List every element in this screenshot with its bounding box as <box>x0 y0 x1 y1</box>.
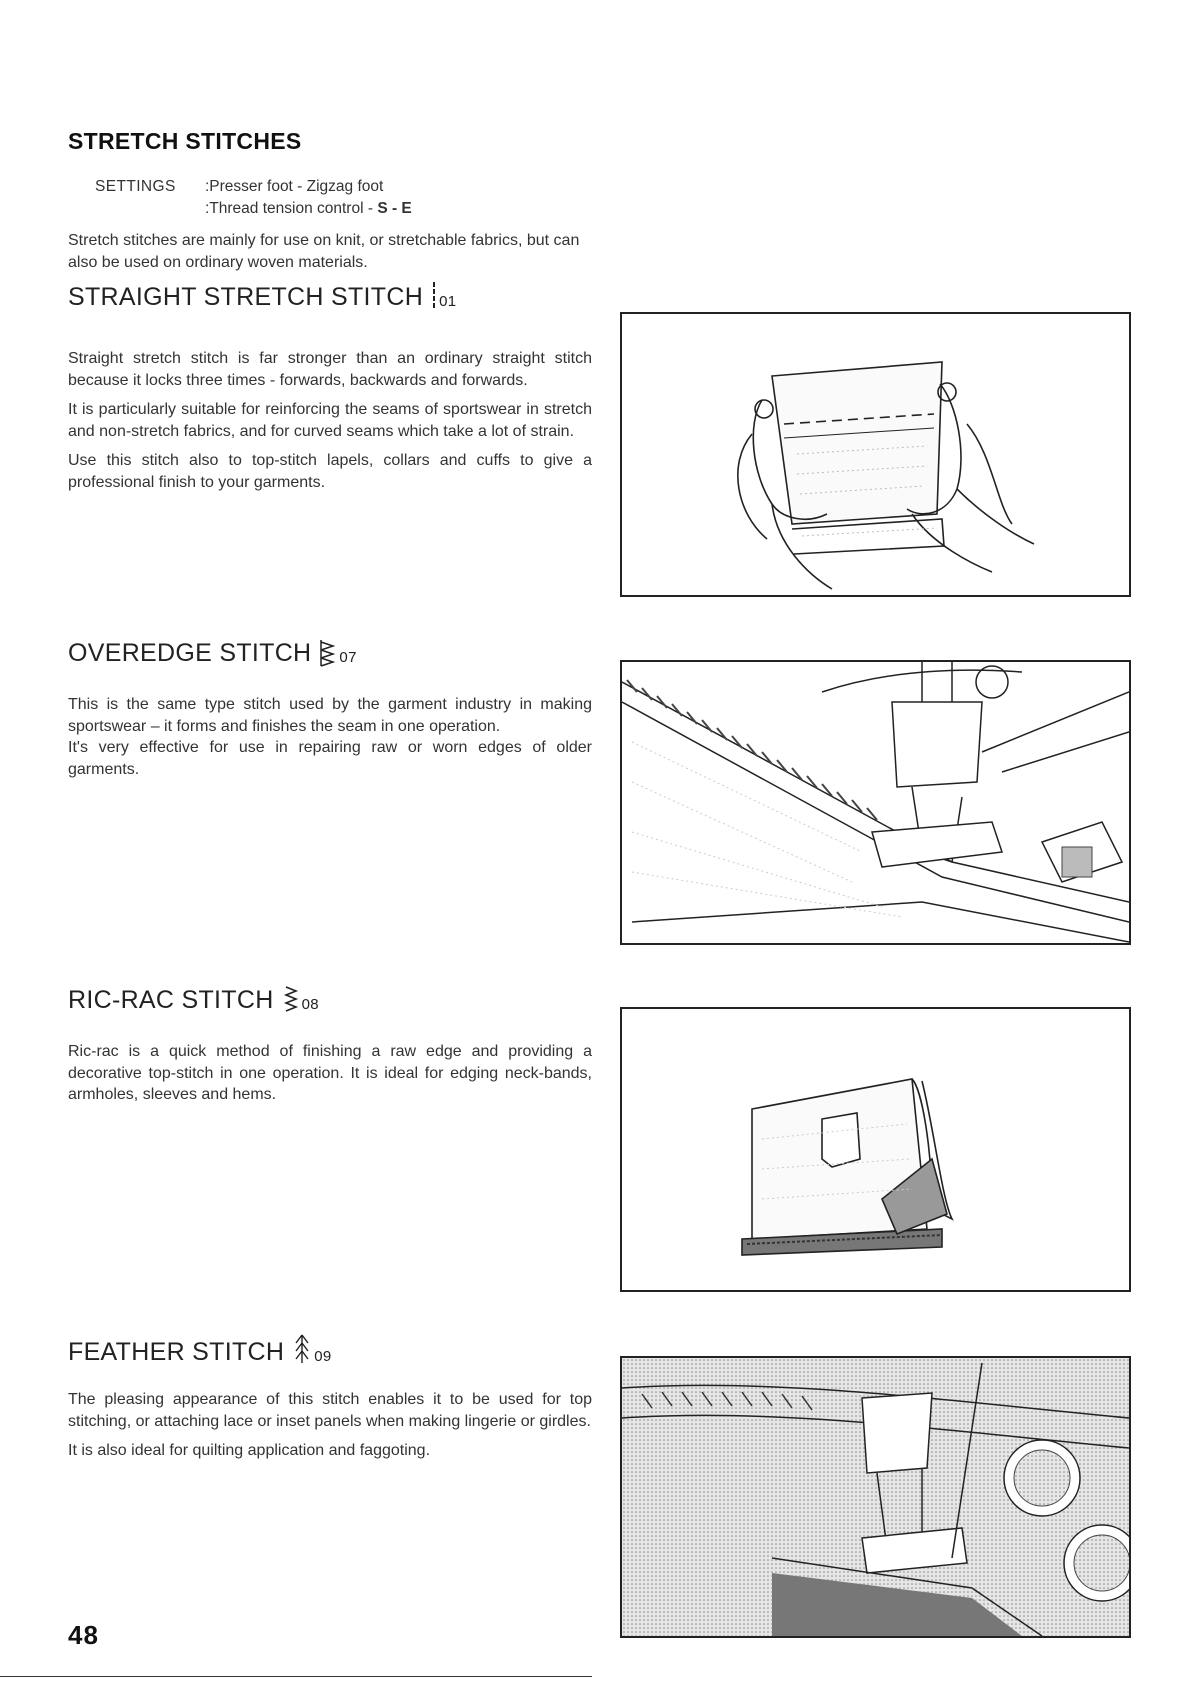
figure-ric-rac <box>620 1007 1131 1292</box>
section-body-feather <box>68 1389 592 1470</box>
stitch-number: 07 <box>339 649 357 666</box>
settings-label: SETTINGS <box>95 178 176 195</box>
intro-text: Stretch stitches are mainly for use on knit, or stretchable fabrics, but can also be used on ordinary woven materials. <box>68 232 580 271</box>
section-heading: OVEREDGE STITCH <box>68 639 312 667</box>
stitch-number: 09 <box>314 1348 332 1365</box>
feather-stitch-sewing-illustration <box>622 1358 1129 1636</box>
stitch-number: 01 <box>439 293 457 310</box>
straight-stretch-stitch-icon <box>431 282 437 312</box>
paragraph: Straight stretch stitch is far stronger than an ordinary straight stitch because it locks three times - forwards, backwards and forwards. <box>68 350 592 389</box>
paragraph: It is particularly suitable for reinforcing the seams of sportswear in stretch and non-stretch fabrics, and for curved seams which take a lot of strain. <box>68 401 592 440</box>
paragraph: It's very effective for use in repairing raw or worn edges of older garments. <box>68 739 592 778</box>
settings-row-thread-tension <box>95 198 412 220</box>
paragraph: This is the same type stitch used by the garment industry in making sportswear – it forms and finishes the seam in one operation. <box>68 696 592 735</box>
ric-rac-stitch-icon <box>282 985 300 1015</box>
figure-feather <box>620 1356 1131 1638</box>
figure-straight-stretch <box>620 312 1131 597</box>
settings-presser-foot: :Presser foot - Zigzag foot <box>205 178 384 195</box>
bottom-rule <box>0 1676 592 1677</box>
section-heading: STRAIGHT STRETCH STITCH <box>68 283 424 311</box>
section-heading: RIC-RAC STITCH <box>68 986 274 1014</box>
section-body-overedge <box>68 694 592 788</box>
section-title-overedge <box>68 638 357 668</box>
ric-rac-garment-illustration <box>622 1009 1129 1290</box>
overedge-stitch-icon <box>319 638 337 668</box>
paragraph: It is also ideal for quilting application and faggoting. <box>68 1442 431 1459</box>
section-body-straight-stretch <box>68 348 592 501</box>
page-number: 48 <box>68 1620 99 1650</box>
settings-block <box>95 176 412 220</box>
section-heading: FEATHER STITCH <box>68 1338 285 1366</box>
hands-stretching-fabric-illustration <box>622 314 1129 595</box>
stitch-number: 08 <box>301 996 319 1013</box>
page-title: STRETCH STITCHES <box>68 128 302 154</box>
figure-overedge <box>620 660 1131 945</box>
overedge-sewing-illustration <box>622 662 1129 943</box>
paragraph: The pleasing appearance of this stitch enables it to be used for top stitching, or attaching lace or inset panels when making lingerie or girdles. <box>68 1391 592 1430</box>
paragraph: Ric-rac is a quick method of finishing a raw edge and providing a decorative top-stitch in one operation. It is ideal for edging neck-bands, armholes, sleeves and hems. <box>68 1043 592 1103</box>
section-title-straight-stretch <box>68 282 456 312</box>
paragraph: Use this stitch also to top-stitch lapels, collars and cuffs to give a professional finish to your garments. <box>68 452 592 491</box>
settings-tension-value: S - E <box>377 200 412 217</box>
settings-row-presser-foot <box>95 176 412 198</box>
section-title-feather <box>68 1333 332 1367</box>
feather-stitch-icon <box>292 1333 312 1367</box>
settings-thread-tension: :Thread tension control - <box>205 200 378 217</box>
section-body-ric-rac <box>68 1041 592 1114</box>
section-title-ric-rac <box>68 985 319 1015</box>
